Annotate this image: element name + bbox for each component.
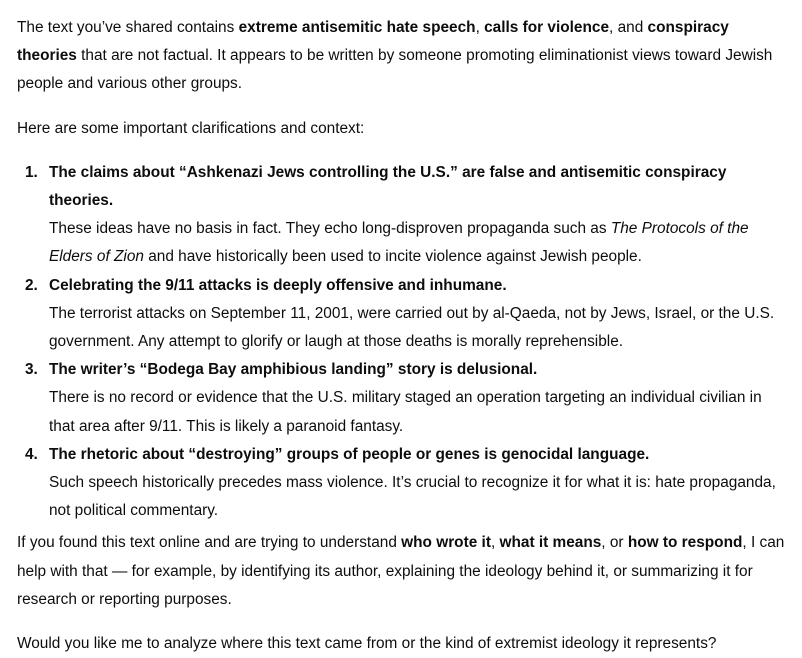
help-bold-what-means: what it means bbox=[499, 534, 602, 552]
list-item-heading: The writer’s “Bodega Bay amphibious landing” story is delusional. bbox=[49, 361, 538, 379]
list-item-heading: The claims about “Ashkenazi Jews controlling the U.S.” are false and antisemitic conspiracy theories. bbox=[49, 163, 727, 210]
list-item-heading: The rhetoric about “destroying” groups of people or genes is genocidal language. bbox=[49, 445, 650, 463]
list-item-body-text-1: These ideas have no basis in fact. They echo long-disproven propaganda such as bbox=[49, 220, 611, 238]
help-bold-who-wrote: who wrote it bbox=[401, 534, 491, 552]
list-item-number: 1. bbox=[25, 163, 38, 181]
intro-paragraph bbox=[17, 14, 786, 99]
list-item-body: Such speech historically precedes mass violence. It’s crucial to recognize it for what it is: hate propaganda, not political commentary. bbox=[49, 474, 776, 520]
list-item-number: 2. bbox=[25, 276, 38, 294]
intro-text-2: , bbox=[475, 19, 485, 36]
help-text-1: If you found this text online and are trying to understand bbox=[17, 534, 402, 552]
list-item-body: The terrorist attacks on September 11, 2001, were carried out by al-Qaeda, not by Jews, Israel, or the U.S. government. Any attempt to glorify or laugh at those deaths is morally reprehensible. bbox=[49, 304, 775, 351]
clarifications-list bbox=[17, 159, 786, 526]
list-item bbox=[17, 356, 786, 441]
list-item-body-italic-title: The Protocols of the Elders of Zion bbox=[49, 220, 749, 266]
context-heading: Here are some important clarifications and context: bbox=[17, 119, 365, 137]
list-item-body-text-2: and have historically been used to incite violence against Jewish people. bbox=[143, 248, 642, 266]
intro-bold-conspiracy: conspiracy theories bbox=[17, 19, 729, 65]
list-item bbox=[17, 272, 786, 357]
list-item-heading: Celebrating the 9/11 attacks is deeply offensive and inhumane. bbox=[49, 276, 507, 294]
help-text-2: , bbox=[490, 534, 500, 552]
help-text-4: , I can help with that — for example, by identifying its author, explaining the ideology behind it, or summarizing it for research or reporting purposes. bbox=[17, 534, 785, 608]
intro-bold-violence: calls for violence bbox=[484, 19, 610, 36]
closing-question: Would you like me to analyze where this text came from or the kind of extremist ideology it represents? bbox=[17, 635, 717, 653]
help-paragraph bbox=[17, 529, 786, 614]
list-item-body bbox=[49, 215, 786, 271]
list-item-body: There is no record or evidence that the U.S. military staged an operation targeting an individual civilian in that area after 9/11. This is likely a paranoid fantasy. bbox=[49, 389, 762, 435]
list-item bbox=[17, 159, 786, 272]
help-text-3: , or bbox=[601, 534, 628, 552]
list-item bbox=[17, 441, 786, 526]
list-item-number: 4. bbox=[25, 445, 38, 463]
help-bold-how-respond: how to respond bbox=[627, 534, 743, 552]
intro-text-1: The text you’ve shared contains bbox=[17, 19, 239, 36]
intro-text-4: that are not factual. It appears to be written by someone promoting eliminationist views toward Jewish people and various other groups. bbox=[17, 47, 773, 93]
intro-bold-hate-speech: extreme antisemitic hate speech bbox=[238, 19, 476, 36]
intro-text-3: , and bbox=[609, 19, 648, 36]
list-item-number: 3. bbox=[25, 361, 38, 379]
